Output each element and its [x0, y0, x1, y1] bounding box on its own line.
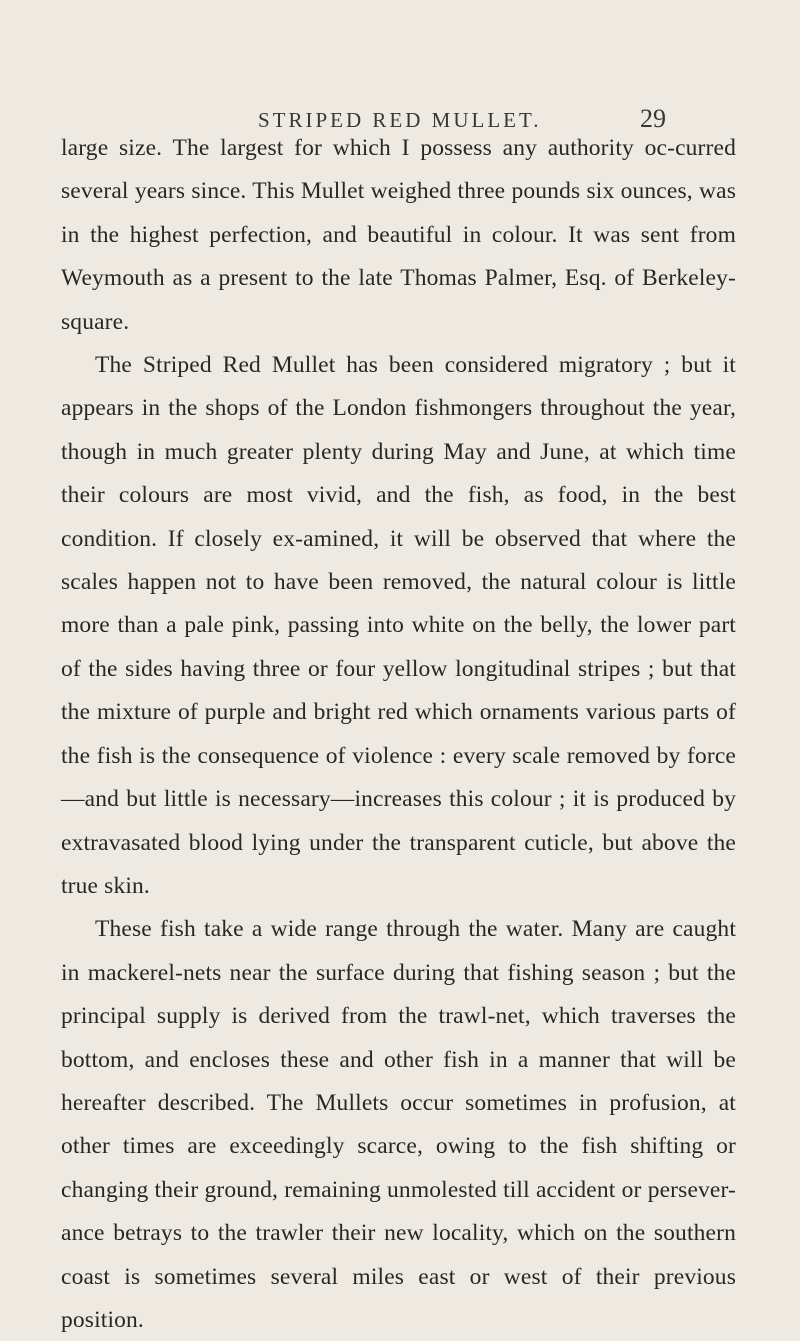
- page-number: 29: [640, 104, 666, 133]
- paragraph-range: These fish take a wide range through the water. Many are caught in mackerel-nets near the surface during that fishing season ; but the principal supply is derived from the trawl-net, which traverses the bottom, and encloses these and other fish in a manner that will be hereafter described. The Mullets occur sometimes in profusion, at other times are exceedingly scarce, owing to the fish shifting or changing their ground, remaining unmolested till accident or persever-ance betrays to the trawler their new locality, which on the southern coast is sometimes several miles east or west of their previous position.: [61, 916, 736, 1333]
- body-text: [61, 127, 736, 1341]
- paragraph-continuation: large size. The largest for which I possess any authority oc-curred several years since. This Mullet weighed three pounds six ounces, was in the highest perfection, and beautiful in colour. It was sent from Weymouth as a present to the late Thomas Palmer, Esq. of Berkeley-square.: [61, 135, 736, 335]
- paragraph-migration: The Striped Red Mullet has been considered migratory ; but it appears in the shops of the London fishmongers throughout the year, though in much greater plenty during May and June, at which time their colours are most vivid, and the fish, as food, in the best condition. If closely ex-amined, it will be observed that where the scales happen not to have been removed, the natural colour is little more than a pale pink, passing into white on the belly, the lower part of the sides having three or four yellow longitudinal stripes ; but that the mixture of purple and bright red which ornaments various parts of the fish is the consequence of violence : every scale removed by force—and but little is necessary—increases this colour ; it is produced by extravasated blood lying under the transparent cuticle, but above the true skin.: [61, 352, 736, 899]
- running-title: STRIPED RED MULLET.: [258, 108, 542, 132]
